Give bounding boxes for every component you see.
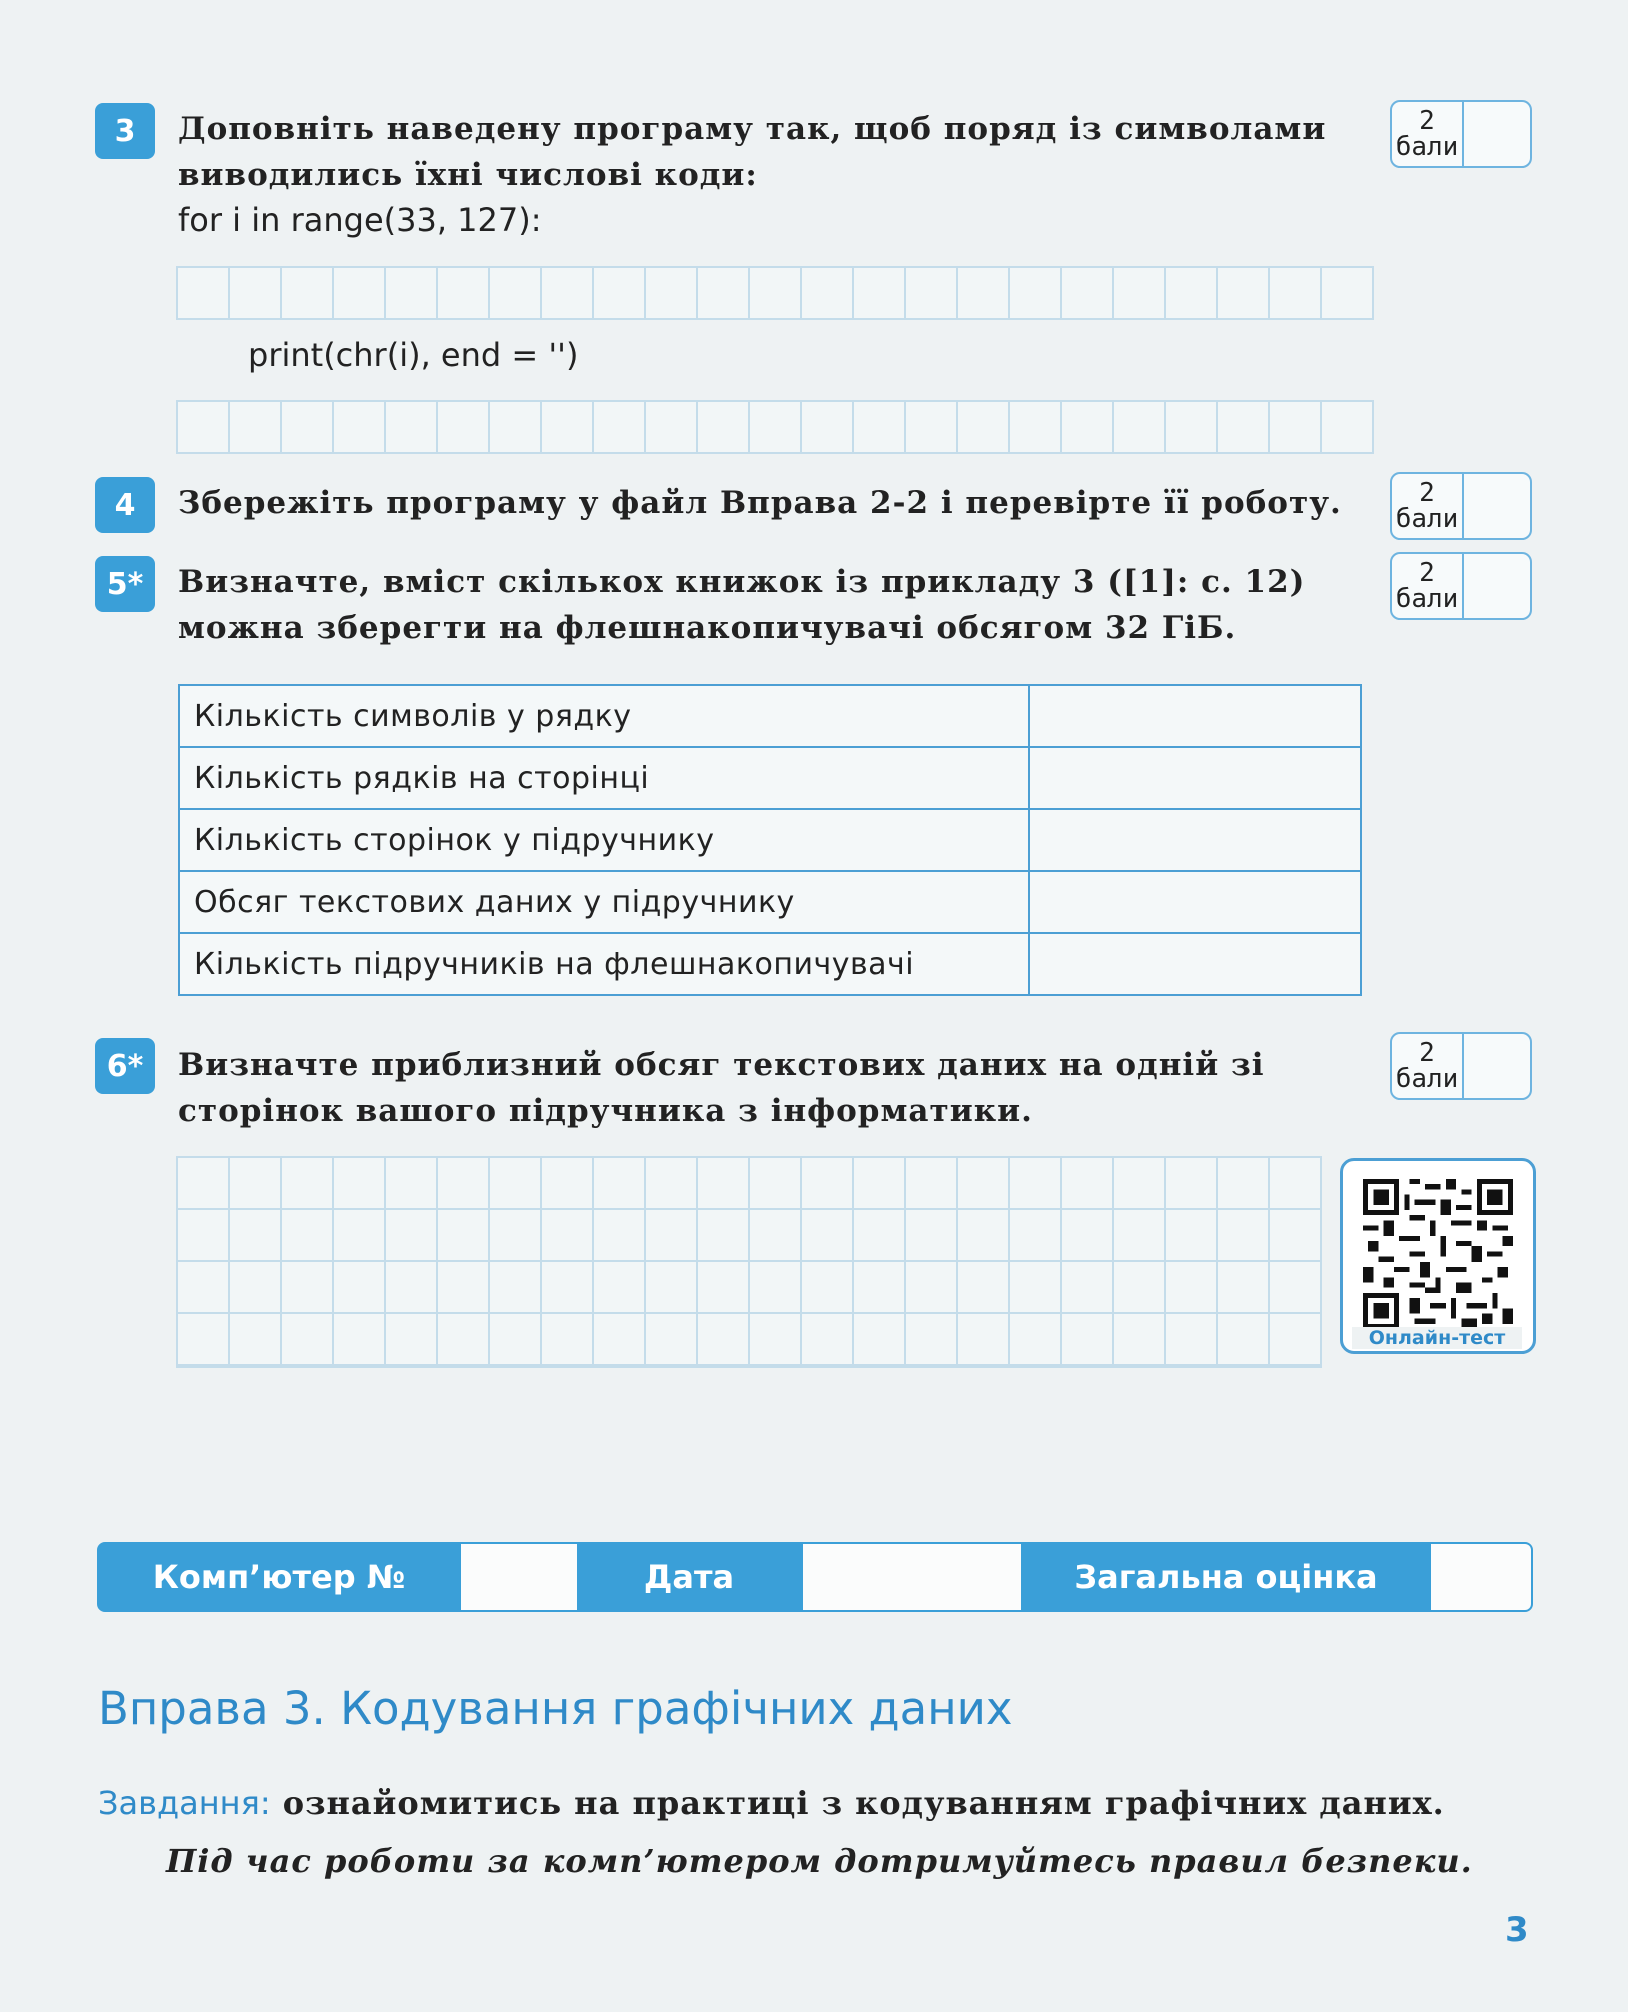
task-3-code-line1: for i in range(33, 127):	[178, 201, 542, 239]
task-3-answer-grid-2[interactable]	[176, 400, 1374, 454]
table-row	[179, 809, 1361, 871]
task-6-answer-grid[interactable]	[176, 1156, 1322, 1368]
task-5-table	[178, 684, 1362, 996]
task-3-answer-grid-1[interactable]	[176, 266, 1374, 320]
safety-note: Під час роботи за комп’ютером дотримуйтесь правил безпеки.	[166, 1842, 1473, 1880]
table-row-value-field[interactable]	[1029, 871, 1361, 933]
grade-field[interactable]	[1431, 1544, 1531, 1610]
section-task-text: ознайомитись на практиці з кодуванням графічних даних.	[270, 1784, 1445, 1822]
task-5-text-line2: можна зберегти на флешнакопичувачі обсягом 32 ГіБ.	[178, 610, 1237, 646]
qr-caption: Онлайн-тест	[1352, 1327, 1522, 1349]
task-3-number: 3	[95, 103, 155, 159]
task-5-text-line1: Визначте, вміст скількох книжок із прикладу 3 ([1]: с. 12)	[178, 564, 1306, 600]
task-6-text-line1: Визначте приблизний обсяг текстових даних на одній зі	[178, 1047, 1265, 1083]
table-row	[179, 933, 1361, 995]
task-3-text-line1: Доповніть наведену програму так, щоб поряд із символами	[178, 111, 1327, 147]
table-row	[179, 871, 1361, 933]
task-6-score-box[interactable]	[1390, 1032, 1532, 1100]
qr-code-icon	[1363, 1179, 1513, 1329]
task-6-text-line2: сторінок вашого підручника з інформатики.	[178, 1093, 1033, 1129]
grade-label: Загальна оцінка	[1074, 1558, 1378, 1596]
date-label: Дата	[643, 1558, 735, 1596]
task-6-number: 6*	[95, 1038, 155, 1094]
date-field[interactable]	[803, 1544, 1021, 1610]
score-label: 2 бали	[1392, 474, 1464, 538]
task-4-number: 4	[95, 477, 155, 533]
table-row-label: Обсяг текстових даних у підручнику	[179, 871, 1029, 933]
table-row-label: Кількість символів у рядку	[179, 685, 1029, 747]
section-task-line	[98, 1784, 1445, 1822]
task-5-score-box[interactable]	[1390, 552, 1532, 620]
task-4-text: Збережіть програму у файл Вправа 2-2 і перевірте її роботу.	[178, 485, 1342, 521]
table-row	[179, 685, 1361, 747]
table-row-value-field[interactable]	[1029, 747, 1361, 809]
score-label: 2 бали	[1392, 1034, 1464, 1098]
score-label: 2 бали	[1392, 554, 1464, 618]
table-row-value-field[interactable]	[1029, 809, 1361, 871]
task-4-score-box[interactable]	[1390, 472, 1532, 540]
section-title: Вправа 3. Кодування графічних даних	[98, 1682, 1013, 1735]
table-row-label: Кількість підручників на флешнакопичувачі	[179, 933, 1029, 995]
computer-number-field[interactable]	[461, 1544, 577, 1610]
task-3-text-line2: виводились їхні числові коди:	[178, 157, 758, 193]
computer-label: Комп’ютер №	[152, 1558, 406, 1596]
table-row-value-field[interactable]	[1029, 685, 1361, 747]
section-task-lead: Завдання:	[98, 1784, 271, 1822]
task-3-score-box[interactable]	[1390, 100, 1532, 168]
table-row	[179, 747, 1361, 809]
footer-bar	[97, 1542, 1533, 1612]
table-row-label: Кількість сторінок у підручнику	[179, 809, 1029, 871]
page-number: 3	[1505, 1910, 1529, 1950]
task-5-number: 5*	[95, 556, 155, 612]
table-row-label: Кількість рядків на сторінці	[179, 747, 1029, 809]
qr-code[interactable]	[1340, 1158, 1536, 1354]
table-row-value-field[interactable]	[1029, 933, 1361, 995]
score-label: 2 бали	[1392, 102, 1464, 166]
task-3-code-line2: print(chr(i), end = '')	[248, 336, 579, 374]
